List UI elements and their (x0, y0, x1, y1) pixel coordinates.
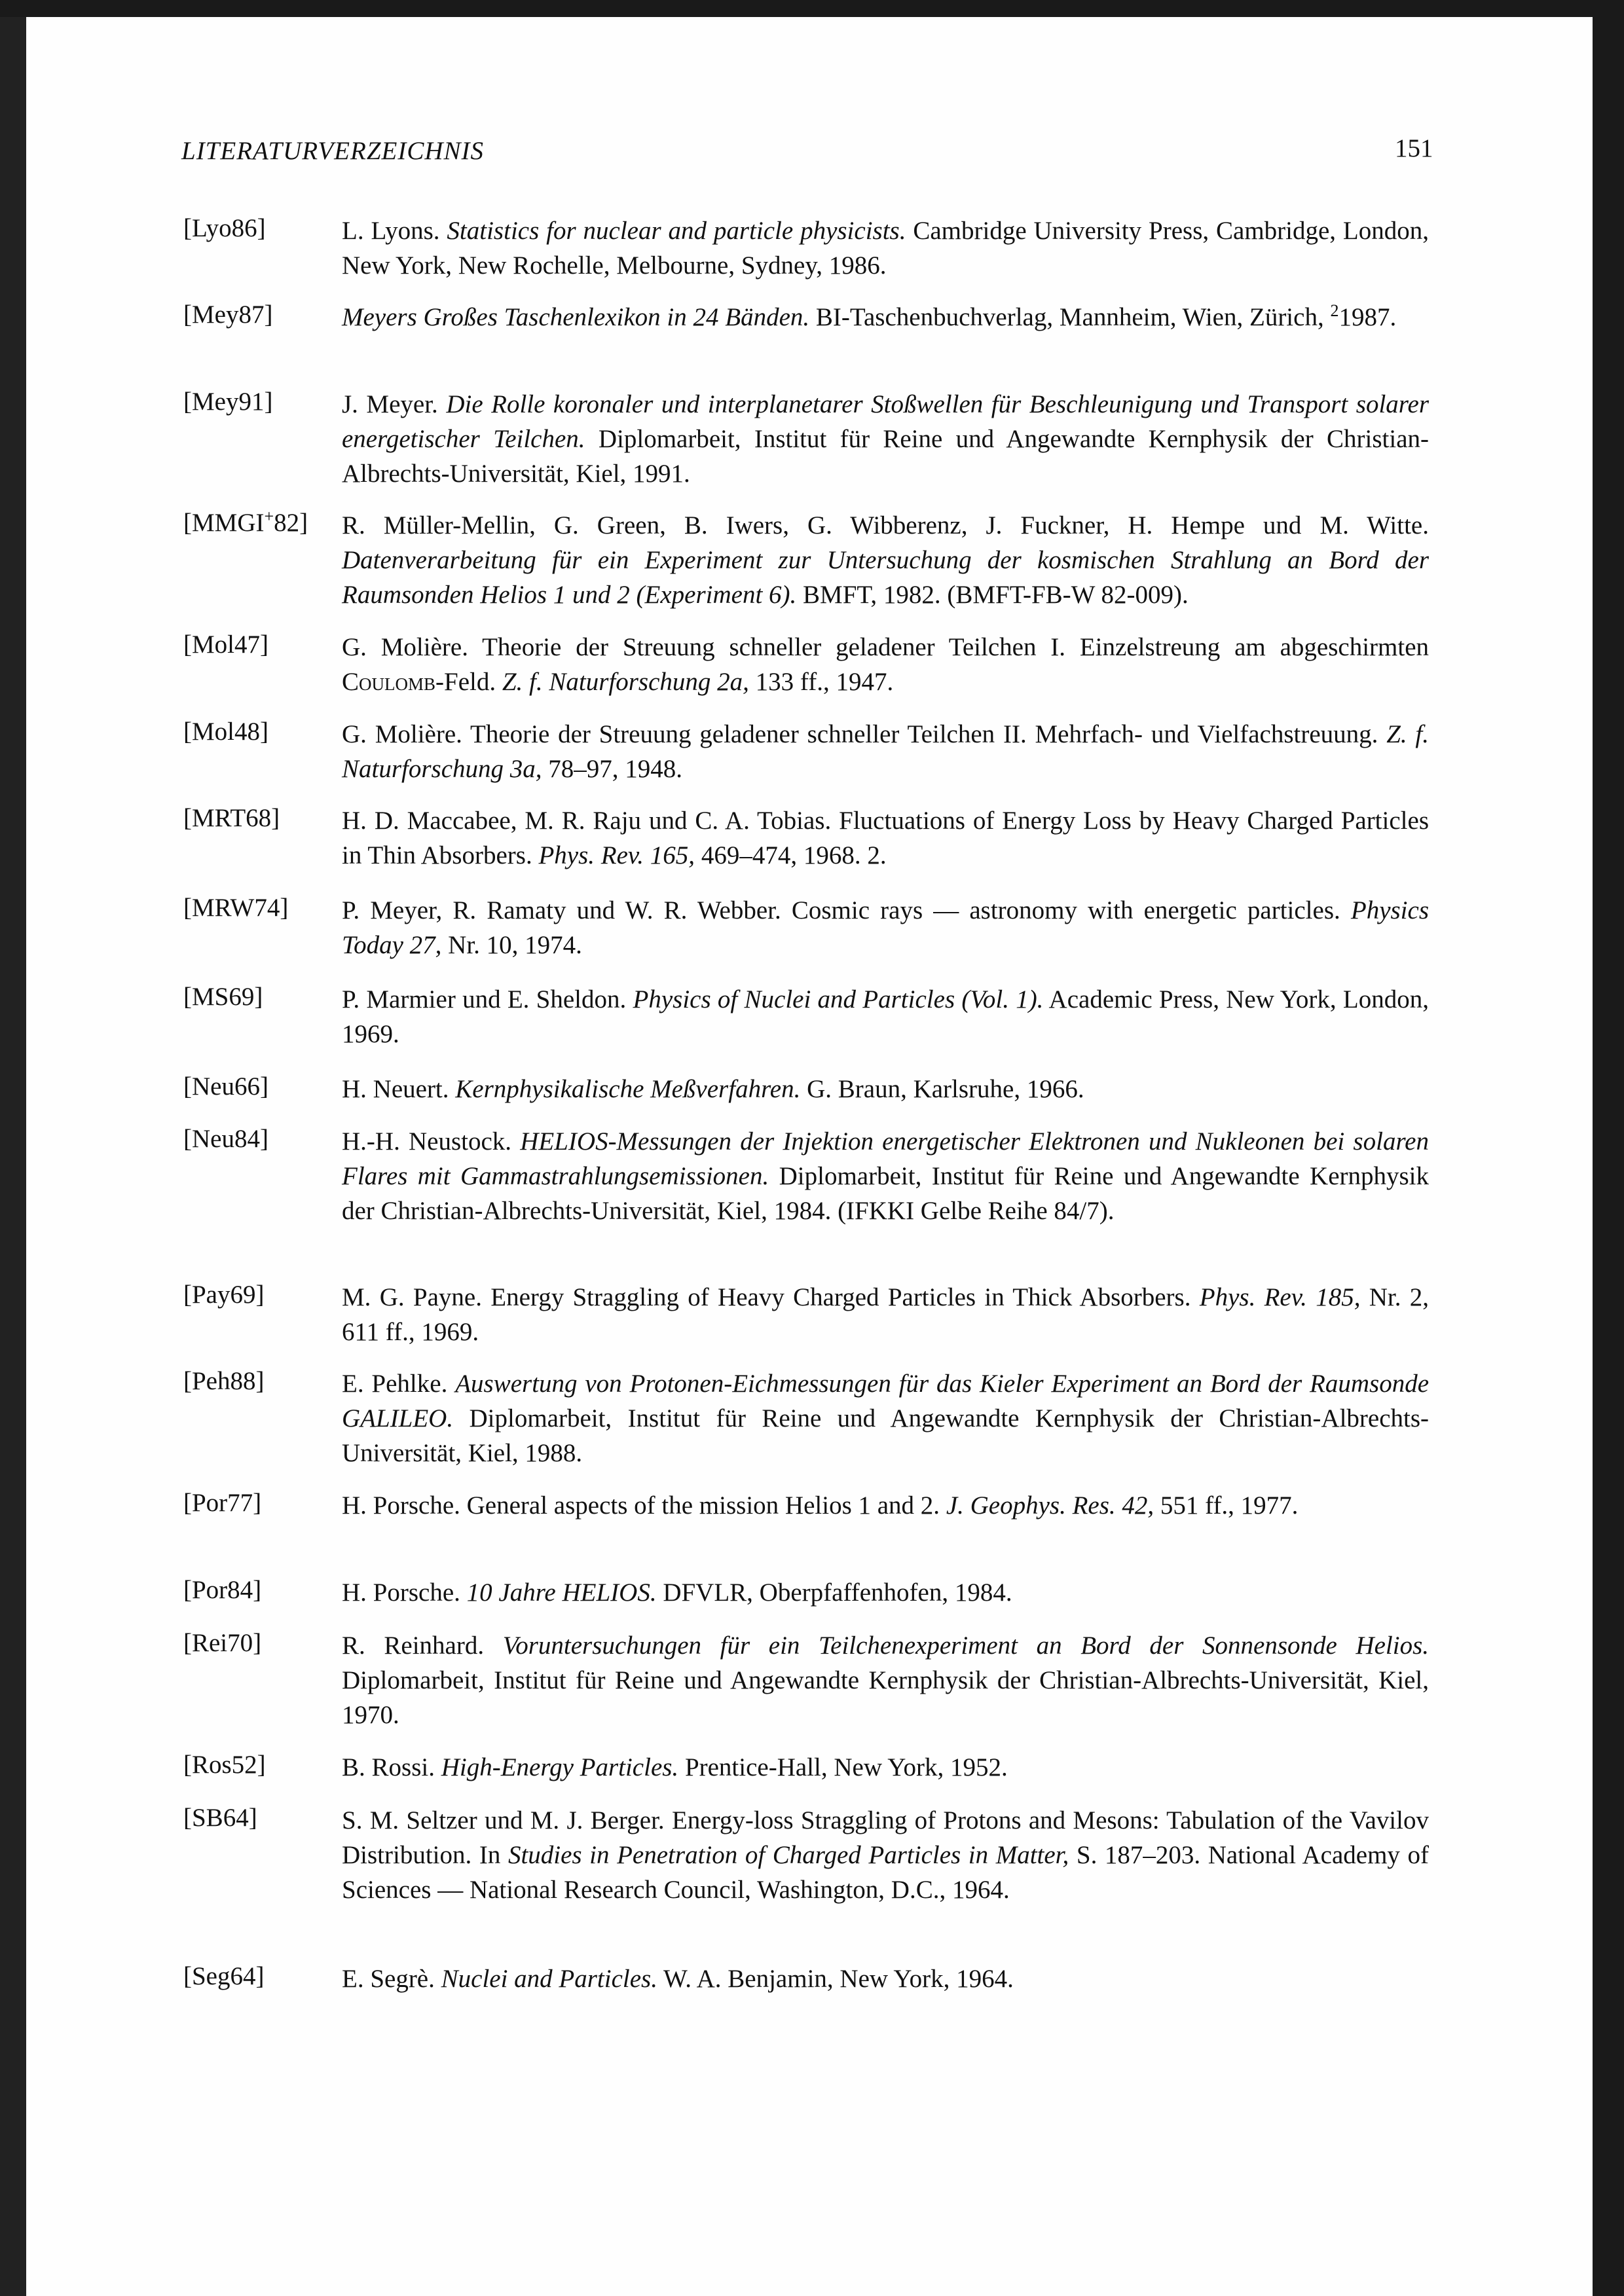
bib-title: Meyers Großes Taschenlexikon in 24 Bänden. (342, 303, 810, 331)
edition-superscript: 2 (1330, 301, 1339, 320)
bib-text (342, 1280, 1429, 1349)
bib-text (342, 1961, 1429, 1996)
bib-authors: R. Müller-Mellin, G. Green, B. Iwers, G. Wibberenz, J. Fuckner, H. Hempe und M. Witte. (342, 511, 1429, 539)
bib-key: [Mol47] (183, 630, 268, 659)
bib-authors: E. Segrè. (342, 1965, 435, 1993)
bib-pages: Nr. 10, 1974. (448, 931, 582, 959)
bib-text (342, 1575, 1429, 1610)
bib-key: [SB64] (183, 1804, 257, 1832)
bib-pages: 133 ff., 1947. (755, 668, 894, 696)
bib-authors: H. Porsche. (342, 1578, 460, 1607)
bib-pages: 78–97, 1948. (548, 755, 683, 783)
running-title: LITERATURVERZEICHNIS (181, 137, 485, 165)
bib-article-title: Theorie der Streuung schneller geladener Teilchen I. Einzelstreung am abgeschirmten (482, 633, 1430, 661)
bib-smallcaps: Coulomb (342, 668, 436, 696)
bib-text (342, 1803, 1429, 1907)
bib-key: [MMGI+82] (183, 507, 308, 537)
bib-title: Datenverarbeitung für ein Experiment zur Untersuchung der kosmischen Strahlung an Bord der Raumsonden Helios 1 und 2 (Experiment 6). (342, 546, 1429, 609)
bib-title: Nuclei and Particles. (441, 1965, 657, 1993)
bib-text (342, 803, 1429, 873)
bib-pages: 469–474, 1968. 2. (701, 841, 887, 869)
bib-publication: BI-Taschenbuchverlag, Mannheim, Wien, Zürich, (815, 303, 1331, 331)
bib-text (342, 893, 1429, 962)
bib-title: Auswertung von Protonen-Eichmessungen für das Kieler Experiment an Bord der Raumsonde GALILEO. (342, 1370, 1430, 1432)
bib-publication: Diplomarbeit, Institut für Reine und Angewandte Kernphysik der Christian-Albrechts-Universität, Kiel, 1988. (342, 1404, 1430, 1467)
bib-key: [Neu84] (183, 1125, 268, 1153)
bib-publication: Prentice-Hall, New York, 1952. (684, 1753, 1008, 1781)
bib-key: [Lyo86] (183, 214, 266, 242)
bib-article-title: Energy-loss Straggling of Protons and Mesons: Tabulation of the Vavilov Distribution. In (342, 1806, 1429, 1869)
bib-authors: R. Reinhard. (342, 1631, 485, 1660)
bib-authors: S. M. Seltzer und M. J. Berger. (342, 1806, 665, 1834)
bib-key: [Neu66] (183, 1072, 268, 1101)
bib-authors: P. Marmier und E. Sheldon. (342, 985, 627, 1013)
bib-article-title: Theorie der Streuung geladener schneller Teilchen II. Mehrfach- und Vielfachstreuung. (470, 720, 1378, 748)
bib-authors: M. G. Payne. (342, 1283, 482, 1311)
bib-publication: G. Braun, Karlsruhe, 1966. (807, 1075, 1084, 1103)
bib-key: [Peh88] (183, 1367, 265, 1395)
bib-title: Kernphysikalische Meßverfahren. (455, 1075, 801, 1103)
bib-text (342, 1488, 1429, 1523)
bib-publication: DFVLR, Oberpfaffenhofen, 1984. (663, 1578, 1012, 1607)
bib-key: [Mey87] (183, 301, 273, 329)
bib-title: Die Rolle koronaler und interplanetarer Stoßwellen für Beschleunigung und Transport solarer energetischer Teilchen. (342, 390, 1429, 453)
bib-title: HELIOS-Messungen der Injektion energetischer Elektronen und Nukleonen bei solaren Flares mit Gammastrahlungsemissionen. (342, 1127, 1429, 1190)
bib-text (342, 1072, 1429, 1106)
bib-article-title: Fluctuations of Energy Loss by Heavy Charged Particles in Thin Absorbers. (342, 807, 1429, 869)
bib-authors: H. D. Maccabee, M. R. Raju und C. A. Tobias. (342, 807, 832, 835)
bib-key: [Pay69] (183, 1281, 265, 1309)
bib-text (342, 630, 1429, 699)
bib-key: [Rei70] (183, 1629, 262, 1657)
bib-text (342, 1366, 1429, 1470)
bib-article-title: Cosmic rays — astronomy with energetic particles. (791, 896, 1340, 924)
bib-article-title: Energy Straggling of Heavy Charged Particles in Thick Absorbers. (490, 1283, 1191, 1311)
bib-publication: Cambridge University Press, Cambridge, London, New York, New Rochelle, Melbourne, Sydney, 1986. (342, 217, 1429, 280)
bib-journal: Phys. Rev. 165, (538, 841, 695, 869)
bib-key: [Ros52] (183, 1751, 266, 1779)
bib-key: [MS69] (183, 983, 263, 1011)
bib-title: Statistics for nuclear and particle physicists. (447, 217, 906, 245)
bib-authors: L. Lyons. (342, 217, 440, 245)
bib-pages: 551 ff., 1977. (1160, 1491, 1299, 1520)
bib-key: [Mey91] (183, 388, 273, 416)
bib-pages: Nr. 2, 611 ff., 1969. (342, 1283, 1430, 1346)
bib-authors: H. Neuert. (342, 1075, 449, 1103)
bib-text (342, 508, 1429, 612)
bib-journal: Z. f. Naturforschung 2a, (502, 668, 749, 696)
bib-key: [Mol48] (183, 718, 268, 746)
bib-article-title-cont: -Feld. (435, 668, 496, 696)
bib-text (342, 1750, 1429, 1785)
bib-title: Physics of Nuclei and Particles (Vol. 1). (633, 985, 1044, 1013)
bib-text (342, 1124, 1429, 1228)
bib-publication: W. A. Benjamin, New York, 1964. (663, 1965, 1014, 1993)
bib-text (342, 300, 1429, 335)
bib-key: [Seg64] (183, 1962, 265, 1990)
bib-publication: S. 187–203. National Academy of Sciences — National Research Council, Washington, D.C., 1964. (342, 1841, 1429, 1904)
bib-publication: Diplomarbeit, Institut für Reine und Angewandte Kernphysik der Christian-Albrechts-Universität, Kiel, 1991. (342, 425, 1429, 488)
bib-authors: G. Molière. (342, 720, 462, 748)
bib-text (342, 982, 1429, 1051)
bib-title: Voruntersuchungen für ein Teilchenexperiment an Bord der Sonnensonde Helios. (502, 1631, 1429, 1660)
bib-key: [MRW74] (183, 894, 289, 922)
bib-publication: Diplomarbeit, Institut für Reine und Angewandte Kernphysik der Christian-Albrechts-Universität, Kiel, 1984. (IFKKI Gelbe Reihe 84/7). (342, 1162, 1430, 1225)
page-number: 151 (1395, 134, 1433, 162)
bib-key: [Por77] (183, 1489, 262, 1517)
bib-publication: Diplomarbeit, Institut für Reine und Angewandte Kernphysik der Christian-Albrechts-Universität, Kiel, 1970. (342, 1666, 1429, 1729)
bib-text (342, 213, 1429, 283)
bib-publication: Academic Press, New York, London, 1969. (342, 985, 1430, 1048)
bib-authors: H. Porsche. (342, 1491, 460, 1520)
bib-article-title: General aspects of the mission Helios 1 and 2. (466, 1491, 940, 1520)
bib-authors: H.-H. Neustock. (342, 1127, 512, 1156)
bib-journal: J. Geophys. Res. 42, (946, 1491, 1154, 1520)
bib-text (342, 1628, 1429, 1732)
bib-authors: J. Meyer. (342, 390, 438, 418)
bib-authors: E. Pehlke. (342, 1370, 448, 1398)
bib-authors: G. Molière. (342, 633, 468, 661)
bib-authors: B. Rossi. (342, 1753, 435, 1781)
bib-publication: BMFT, 1982. (BMFT-FB-W 82-009). (803, 581, 1189, 609)
bib-key: [MRT68] (183, 804, 280, 832)
bib-text (342, 717, 1429, 786)
bib-journal: Phys. Rev. 185, (1199, 1283, 1361, 1311)
bib-key: [Por84] (183, 1576, 262, 1604)
bib-collection: Studies in Penetration of Charged Particles in Matter, (507, 1841, 1069, 1869)
bib-journal: Physics Today 27, (342, 896, 1430, 959)
bib-text (342, 387, 1429, 491)
bib-journal: Z. f. Naturforschung 3a, (342, 720, 1430, 783)
bib-authors: P. Meyer, R. Ramaty und W. R. Webber. (342, 896, 781, 924)
bib-title: High-Energy Particles. (441, 1753, 679, 1781)
bib-title: 10 Jahre HELIOS. (466, 1578, 657, 1607)
bib-year: 1987. (1338, 303, 1397, 331)
